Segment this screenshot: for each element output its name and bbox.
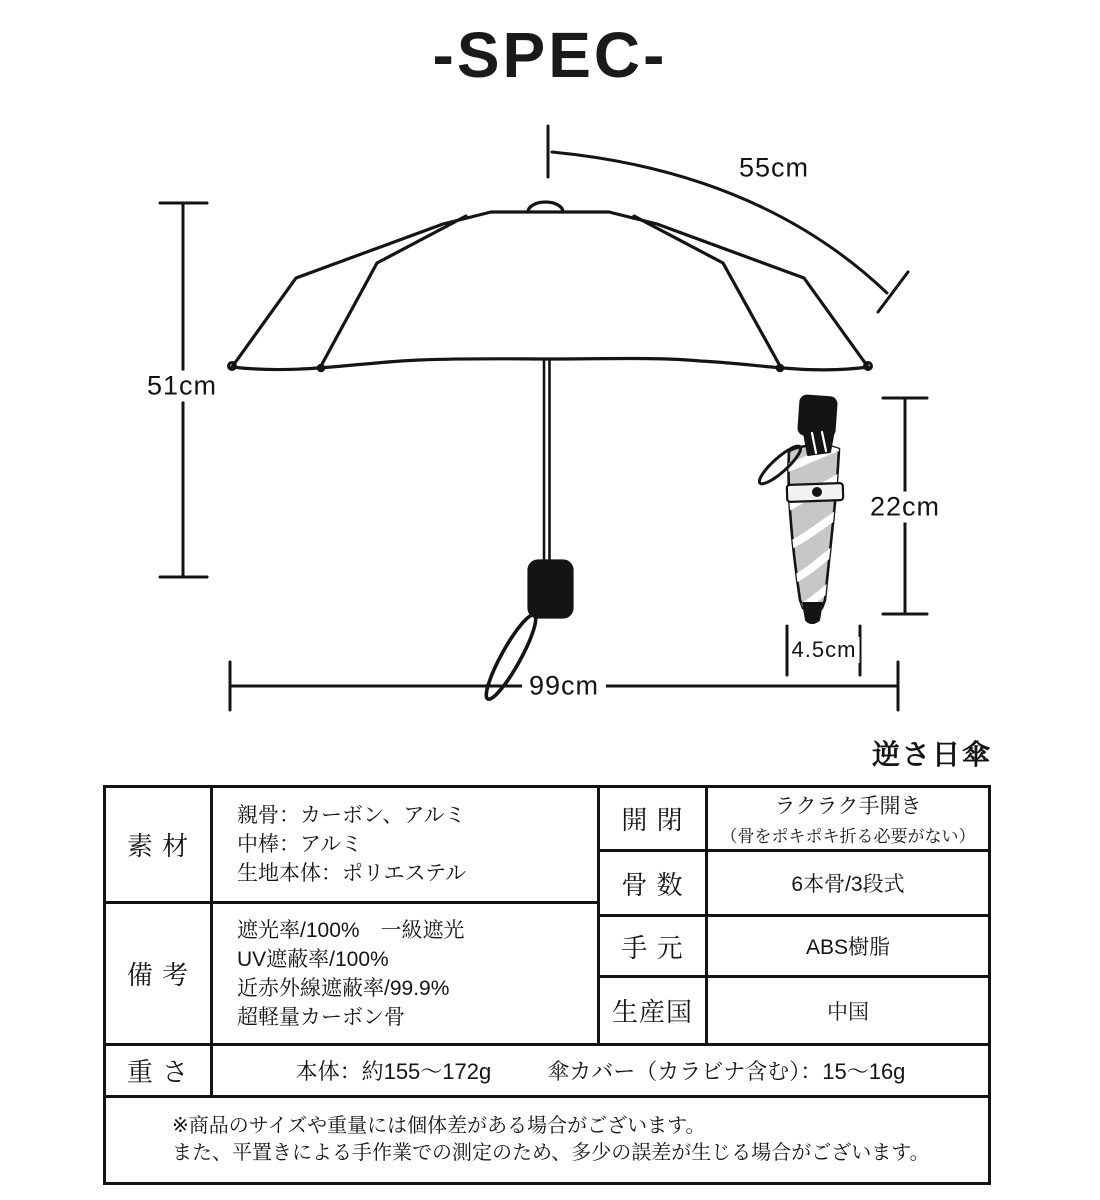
material-label: 素 材 xyxy=(106,788,213,904)
weight-label: 重 さ xyxy=(106,1046,213,1098)
folded-band-button xyxy=(812,487,822,497)
canopy-outline xyxy=(232,212,868,367)
remarks-value: 遮光率/100% 一級遮光 UV遮蔽率/100% 近赤外線遮蔽率/99.9% 超軽量カーボン骨 xyxy=(213,904,600,1046)
umbrella-handle xyxy=(529,561,572,617)
open-close-value: ラクラク手開き （骨をポキポキ折る必要がない） xyxy=(708,788,991,852)
canopy-fold-right xyxy=(634,216,780,366)
dim-label-51cm: 51cm xyxy=(140,371,224,402)
open-close-label: 開 閉 xyxy=(600,788,708,852)
folded-gather xyxy=(804,430,834,455)
material-value: 親骨：カーボン、アルミ 中棒：アルミ 生地本体：ポリエステル xyxy=(213,788,600,904)
rib-count-label: 骨 数 xyxy=(600,852,708,917)
rib-count-value: 6本骨/3段式 xyxy=(708,852,991,917)
canopy-fold-left xyxy=(321,216,466,366)
page-title: -SPEC- xyxy=(432,19,668,91)
dim-label-55cm: 55cm xyxy=(732,153,816,184)
remarks-label: 備 考 xyxy=(106,904,213,1046)
dim-55cm-arc xyxy=(548,126,908,312)
spec-table xyxy=(103,785,991,1185)
dim-label-4-5cm: 4.5cm xyxy=(789,637,860,663)
dim-label-99cm: 99cm xyxy=(522,671,606,702)
handle-label: 手 元 xyxy=(600,917,708,978)
weight-value: 本体：約155～172g 傘カバー（カラビナ含む）：15～16g xyxy=(213,1046,991,1098)
open-umbrella-illustration xyxy=(229,202,872,704)
folded-umbrella-illustration xyxy=(755,396,847,623)
country-label: 生産国 xyxy=(600,978,708,1046)
country-value: 中国 xyxy=(708,978,991,1046)
footnote: ※商品のサイズや重量には個体差がある場合がございます。 また、平置きによる手作業での測定のため、多少の誤差が生じる場合がございます。 xyxy=(106,1098,991,1185)
handle-value: ABS樹脂 xyxy=(708,917,991,978)
product-name-label: 逆さ日傘 xyxy=(871,739,992,770)
dim-label-22cm: 22cm xyxy=(863,492,947,523)
folded-bottom-tip xyxy=(803,603,822,623)
center-pole xyxy=(544,360,550,562)
